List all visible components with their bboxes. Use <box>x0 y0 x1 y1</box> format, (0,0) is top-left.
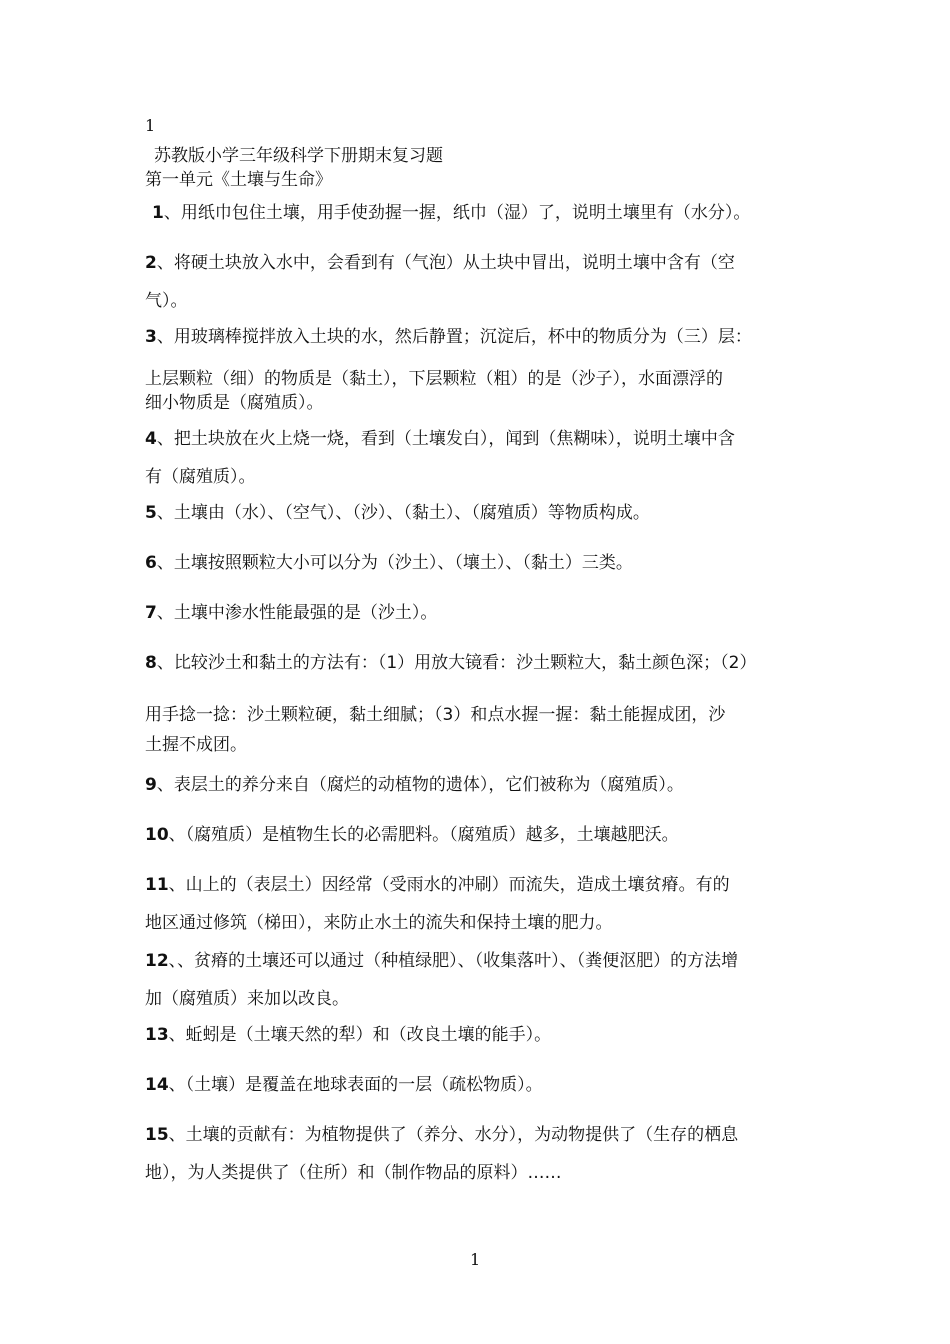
question-text: 、山上的（表层土）因经常（受雨水的冲刷）而流失，造成土壤贫瘠。有的 <box>168 875 730 895</box>
question-line <box>145 700 725 725</box>
question-line <box>145 248 735 273</box>
question-text: 、将硬土块放入水中，会看到有（气泡）从土块中冒出，说明土壤中含有（空 <box>156 253 735 273</box>
question-number: 9 <box>145 775 157 795</box>
question-line <box>145 1020 551 1045</box>
question-item <box>145 1070 815 1094</box>
question-number: 11 <box>145 875 169 895</box>
question-number: 12 <box>145 951 169 971</box>
question-line <box>152 198 750 223</box>
question-text: 、、贫瘠的土壤还可以通过（种植绿肥）、（收集落叶）、（粪便沤肥）的方法增 <box>168 951 739 971</box>
question-number: 10 <box>145 825 169 845</box>
question-text: 土握不成团。 <box>145 735 247 755</box>
question-item <box>145 870 815 932</box>
question-text: 、土壤由（水）、（空气）、（沙）、（黏土）、（腐殖质）等物质构成。 <box>156 503 650 523</box>
question-line <box>145 870 730 895</box>
question-number: 1 <box>152 203 164 223</box>
question-item <box>145 1020 815 1044</box>
question-line <box>145 1158 562 1183</box>
question-item <box>145 322 815 412</box>
question-line <box>145 598 437 623</box>
question-line <box>145 462 256 487</box>
question-text: 用手捻一捻：沙土颗粒硬，黏土细腻；（3）和点水握一握：黏土能握成团，沙 <box>145 705 726 725</box>
question-line <box>145 286 188 311</box>
question-number: 3 <box>145 327 157 347</box>
question-line <box>145 1120 738 1145</box>
question-item <box>145 946 815 1008</box>
question-text: 、土壤的贡献有：为植物提供了（养分、水分），为动物提供了（生存的栖息 <box>168 1125 739 1145</box>
question-number: 6 <box>145 553 157 573</box>
question-number: 4 <box>145 429 157 449</box>
unit-title: 第一单元《土壤与生命》 <box>145 170 332 190</box>
question-item <box>145 248 815 310</box>
question-text: 、土壤中渗水性能最强的是（沙土）。 <box>156 603 438 623</box>
question-text: 细小物质是（腐殖质）。 <box>145 393 324 413</box>
question-text: 上层颗粒（细）的物质是（黏土），下层颗粒（粗）的是（沙子），水面漂浮的 <box>145 369 723 389</box>
question-line <box>145 648 756 673</box>
question-text: 加（腐殖质）来加以改良。 <box>145 989 349 1009</box>
question-line <box>145 1070 543 1095</box>
question-line <box>145 946 738 971</box>
question-item <box>145 648 815 754</box>
page-number: 1 <box>470 1250 481 1269</box>
question-text: 、土壤按照颗粒大小可以分为（沙土）、（壤土）、（黏土）三类。 <box>156 553 633 573</box>
question-line <box>145 984 349 1009</box>
question-number: 15 <box>145 1125 169 1145</box>
question-item <box>145 1120 815 1182</box>
page-marker: 1 <box>145 116 156 135</box>
question-line <box>145 820 679 845</box>
question-item <box>145 548 815 572</box>
question-line <box>145 498 650 523</box>
question-text: 气）。 <box>145 291 188 311</box>
question-text: 、比较沙土和黏土的方法有：（1）用放大镜看：沙土颗粒大，黏土颜色深；（2） <box>156 653 757 673</box>
question-item <box>145 770 815 794</box>
question-line <box>145 770 684 795</box>
question-text: 、用玻璃棒搅拌放入土块的水，然后静置；沉淀后，杯中的物质分为（三）层： <box>156 327 752 347</box>
question-item <box>145 198 815 222</box>
question-number: 14 <box>145 1075 169 1095</box>
question-number: 13 <box>145 1025 169 1045</box>
question-line <box>145 908 613 933</box>
question-text: 有（腐殖质）。 <box>145 467 256 487</box>
question-text: 地），为人类提供了（住所）和（制作物品的原料）…… <box>145 1163 562 1183</box>
question-number: 5 <box>145 503 157 523</box>
question-item <box>145 424 815 486</box>
question-text: 、用纸巾包住土壤，用手使劲握一握，纸巾（湿）了，说明土壤里有（水分）。 <box>163 203 751 223</box>
question-line <box>145 424 735 449</box>
question-item <box>145 498 815 522</box>
question-item <box>145 820 815 844</box>
question-line <box>145 730 247 755</box>
question-text: 、（腐殖质）是植物生长的必需肥料。（腐殖质）越多，土壤越肥沃。 <box>168 825 679 845</box>
question-text: 、（土壤）是覆盖在地球表面的一层（疏松物质）。 <box>168 1075 543 1095</box>
question-line <box>145 548 633 573</box>
question-line <box>145 364 723 389</box>
question-number: 7 <box>145 603 157 623</box>
question-text: 地区通过修筑（梯田），来防止水土的流失和保持土壤的肥力。 <box>145 913 613 933</box>
question-text: 、蚯蚓是（土壤天然的犁）和（改良土壤的能手）。 <box>168 1025 552 1045</box>
question-number: 8 <box>145 653 157 673</box>
question-item <box>145 598 815 622</box>
question-line <box>145 322 752 347</box>
question-text: 、把土块放在火上烧一烧，看到（土壤发白），闻到（焦糊味），说明土壤中含 <box>156 429 735 449</box>
question-text: 、表层土的养分来自（腐烂的动植物的遗体），它们被称为（腐殖质）。 <box>156 775 684 795</box>
document-title: 苏教版小学三年级科学下册期末复习题 <box>154 146 443 166</box>
question-number: 2 <box>145 253 157 273</box>
question-line <box>145 388 324 413</box>
